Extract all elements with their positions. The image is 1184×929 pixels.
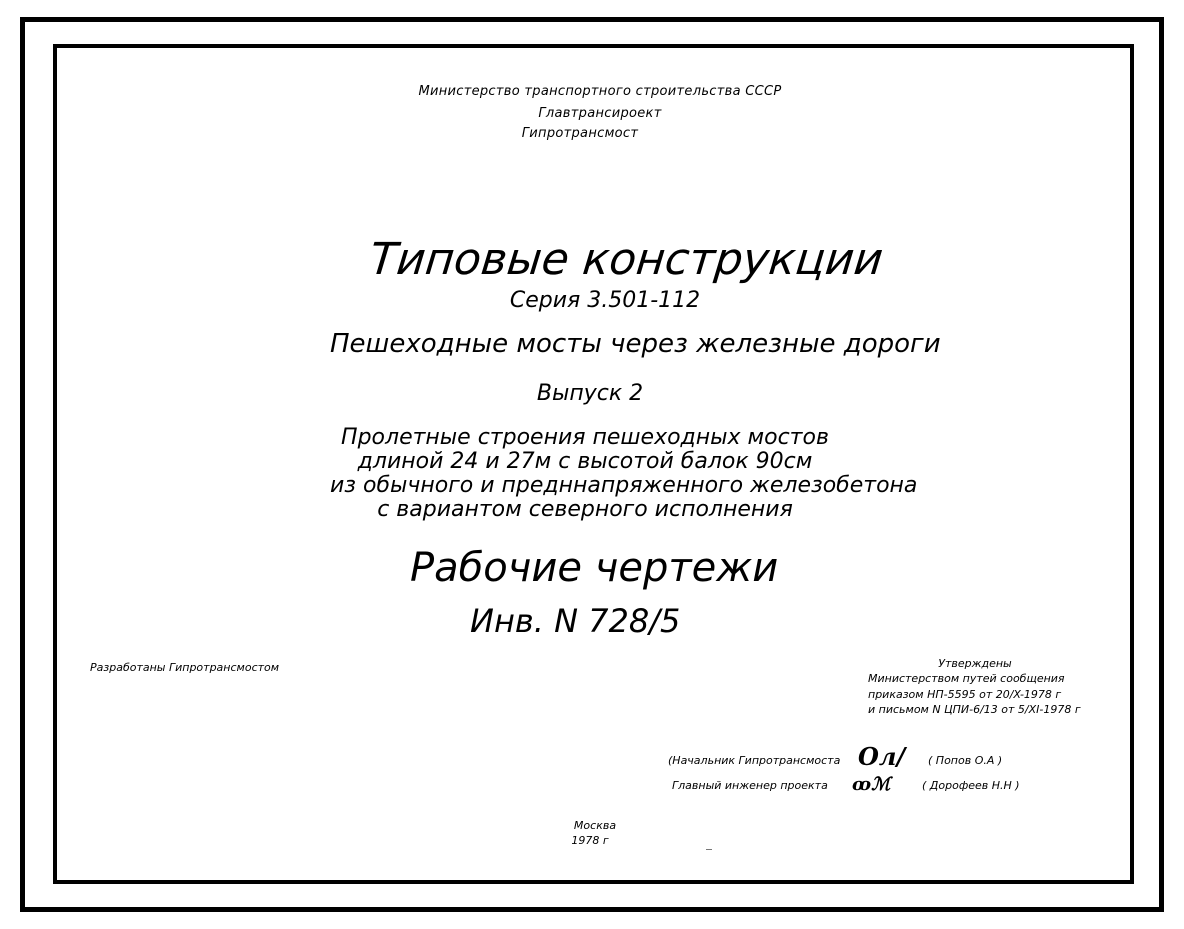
description-line-1: Пролетные строения пешеходных мостов: [341, 425, 829, 450]
signature-role-1: (Начальник Гипротрансмоста: [668, 754, 841, 767]
approval-line-3: и письмом N ЦПИ-6/13 от 5/XI-1978 г: [868, 703, 1081, 716]
document-title: Типовые конструкции: [367, 234, 886, 285]
ministry-name: Министерство транспортного строительства СССР: [418, 84, 782, 99]
year: 1978 г: [571, 834, 609, 847]
signature-2: ꝏℳ: [852, 774, 891, 795]
description-line-4: с вариантом северного исполнения: [377, 497, 793, 522]
signature-role-2: Главный инженер проекта: [672, 779, 828, 792]
scan-mark: [706, 849, 712, 850]
city: Москва: [573, 819, 617, 832]
glav-name: Главтрансироект: [538, 106, 662, 121]
inventory-number: Инв. N 728/5: [470, 602, 681, 640]
series-number: Серия 3.501-112: [509, 288, 701, 313]
institute-name: Гипротрансмост: [521, 126, 639, 141]
working-drawings-label: Рабочие чертежи: [410, 545, 779, 591]
approval-heading: Утверждены: [938, 657, 1012, 670]
description-line-2: длиной 24 и 27м с высотой балок 90см: [357, 449, 813, 474]
approval-line-2: приказом НП-5595 от 20/X-1978 г: [868, 688, 1062, 701]
description-line-3: из обычного и предннапряженного железобетона: [330, 473, 918, 498]
signature-1: Ол/: [858, 742, 906, 771]
subject-line: Пешеходные мосты через железные дороги: [330, 329, 941, 359]
issue-number: Выпуск 2: [536, 381, 644, 406]
signature-name-1: ( Попов О.А ): [928, 754, 1003, 767]
signature-name-2: ( Дорофеев Н.Н ): [922, 779, 1020, 792]
developed-by: Разработаны Гипротрансмостом: [90, 661, 280, 674]
approval-line-1: Министерством путей сообщения: [868, 672, 1065, 685]
